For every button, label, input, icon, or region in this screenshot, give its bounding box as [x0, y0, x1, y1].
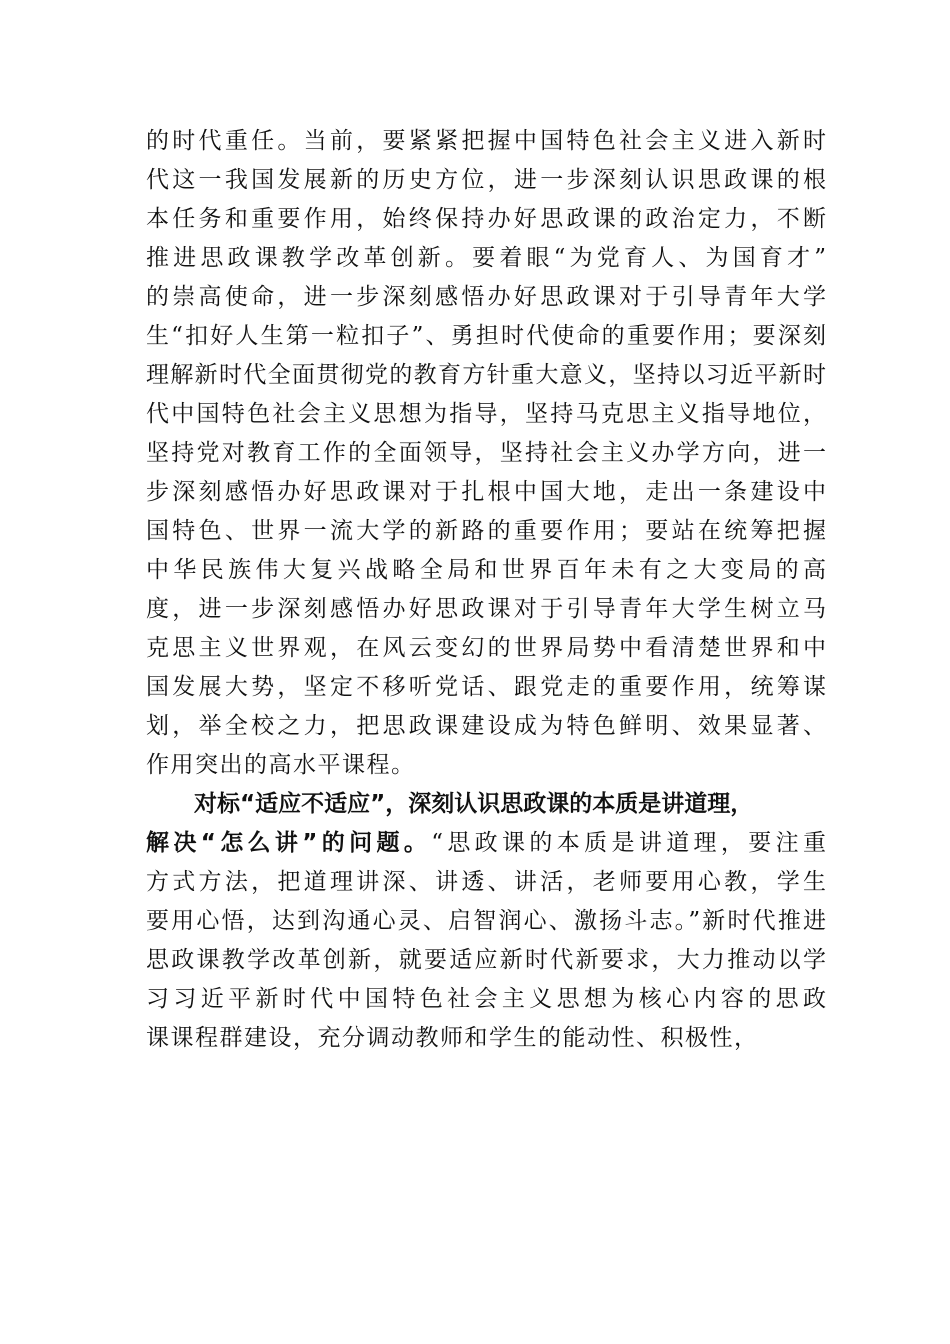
quote-start: “思政课的本质是讲道理，要注重 — [431, 830, 827, 856]
document-body — [146, 122, 826, 1058]
text-line: 国发展大势，坚定不移听党话、跟党走的重要作用，统筹谋 — [146, 674, 826, 700]
text-line: 步深刻感悟办好思政课对于扎根中国大地，走出一条建设中 — [146, 479, 826, 505]
text-line: 方式方法，把道理讲深、讲透、讲活，老师要用心教，学生 — [146, 869, 826, 895]
text-line: 理解新时代全面贯彻党的教育方针重大意义，坚持以习近平新时 — [146, 362, 826, 388]
text-line: 坚持党对教育工作的全面领导，坚持社会主义办学方向，进一 — [146, 440, 826, 466]
text-line: 课课程群建设，充分调动教师和学生的能动性、积极性， — [146, 1025, 759, 1051]
text-line: 的时代重任。当前，要紧紧把握中国特色社会主义进入新时 — [146, 128, 826, 154]
text-line: 克思主义世界观，在风云变幻的世界局势中看清楚世界和中 — [146, 635, 826, 661]
text-line: 本任务和重要作用，始终保持办好思政课的政治定力，不断 — [146, 206, 826, 232]
text-line: 代这一我国发展新的历史方位，进一步深刻认识思政课的根 — [146, 167, 826, 193]
section-heading: 对标“适应不适应”，深刻认识思政课的本质是讲道理， — [194, 791, 754, 817]
text-line: 代中国特色社会主义思想为指导，坚持马克思主义指导地位， — [146, 401, 826, 427]
text-line: 的崇高使命，进一步深刻感悟办好思政课对于引导青年大学 — [146, 284, 826, 310]
text-line: 思政课教学改革创新，就要适应新时代新要求，大力推动以学 — [146, 947, 826, 973]
text-line: 国特色、世界一流大学的新路的重要作用；要站在统筹把握 — [146, 518, 826, 544]
text-line: 划，举全校之力，把思政课建设成为特色鲜明、效果显著、 — [146, 713, 826, 739]
section-heading-continued: 解决“怎么讲”的问题。 — [146, 830, 432, 856]
text-line: 作用突出的高水平课程。 — [146, 752, 416, 778]
text-line: 要用心悟，达到沟通心灵、启智润心、激扬斗志。”新时代推进 — [146, 908, 826, 934]
text-line: 度，进一步深刻感悟办好思政课对于引导青年大学生树立马 — [146, 596, 826, 622]
text-line: 习习近平新时代中国特色社会主义思想为核心内容的思政 — [146, 986, 826, 1012]
text-line: 生“扣好人生第一粒扣子”、勇担时代使命的重要作用；要深刻 — [146, 323, 826, 349]
text-line: 中华民族伟大复兴战略全局和世界百年未有之大变局的高 — [146, 557, 826, 583]
heading-continuation-line — [146, 824, 826, 863]
text-line: 推进思政课教学改革创新。要着眼“为党育人、为国育才” — [146, 245, 826, 271]
